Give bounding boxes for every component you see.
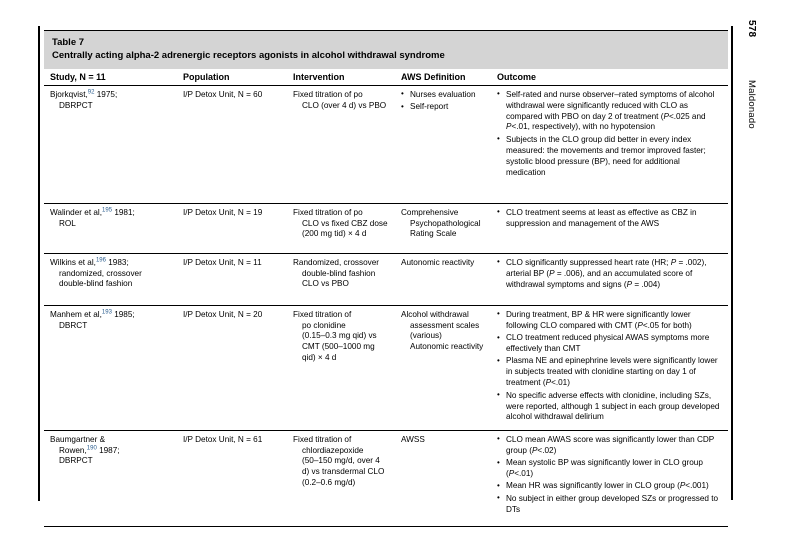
study-name-cont: Rowen, xyxy=(59,445,87,455)
study-design: DBRCT xyxy=(59,320,88,330)
cell-outcome xyxy=(491,203,728,253)
table-header-row xyxy=(44,69,728,86)
intervention-line: po clonidine xyxy=(302,320,346,330)
table-caption xyxy=(44,30,728,69)
cell-study xyxy=(44,203,177,253)
cell-study xyxy=(44,85,177,203)
intervention-line: Fixed titration of po xyxy=(293,89,363,99)
outcome-bullet: • CLO mean AWAS score was significantly lower than CDP group (P<.02) xyxy=(497,435,721,457)
aws-definition-bullet: • Nurses evaluation xyxy=(401,90,484,101)
outcome-bullet: • CLO treatment seems at least as effective as CBZ in suppression and management of the AWS xyxy=(497,208,721,230)
study-year: 1983; xyxy=(108,257,129,267)
cell-outcome xyxy=(491,430,728,526)
intervention-line: Randomized, crossover xyxy=(293,257,380,267)
page-running-head: Maldonado xyxy=(746,80,757,129)
intervention-line: Fixed titration of xyxy=(293,434,352,444)
cell-population: I/P Detox Unit, N = 60 xyxy=(177,85,287,203)
study-reference-marker: 193 xyxy=(101,309,112,316)
cell-intervention xyxy=(287,203,395,253)
intervention-line: double-blind fashion xyxy=(302,268,376,278)
cell-population: I/P Detox Unit, N = 11 xyxy=(177,253,287,305)
cell-aws-definition xyxy=(395,430,491,526)
column-header-intervention: Intervention xyxy=(287,69,395,86)
table-row xyxy=(44,430,728,526)
cell-population: I/P Detox Unit, N = 20 xyxy=(177,305,287,430)
table-label: Table 7 xyxy=(52,37,85,48)
outcome-bullet: • Mean HR was significantly lower in CLO group (P<.001) xyxy=(497,481,721,492)
intervention-line: CLO (over 4 d) vs PBO xyxy=(302,100,387,110)
intervention-line: (50–150 mg/d, over 4 xyxy=(302,456,380,466)
outcome-bullet: • No specific adverse effects with clonidine, including SZs, were reported, although 1 subject in each group developed alcohol withdrawal delirium xyxy=(497,391,721,424)
intervention-line: CLO vs fixed CBZ dose xyxy=(302,218,388,228)
outcome-bullet: • CLO significantly suppressed heart rate (HR; P = .002), arterial BP (P = .006), and an accumulated score of withdrawal symptoms and signs (P = .004) xyxy=(497,258,721,291)
aws-definition-line: Psychopathological xyxy=(410,218,481,228)
intervention-line: (0.2–0.6 mg/d) xyxy=(302,478,356,488)
column-header-population: Population xyxy=(177,69,287,86)
cell-population: I/P Detox Unit, N = 19 xyxy=(177,203,287,253)
study-reference-marker: 190 xyxy=(86,444,97,451)
aws-definition-line: Rating Scale xyxy=(410,229,457,239)
intervention-line: d) vs transdermal CLO xyxy=(302,467,385,477)
intervention-line: CLO vs PBO xyxy=(302,279,349,289)
cell-intervention xyxy=(287,85,395,203)
intervention-line: Fixed titration of po xyxy=(293,207,363,217)
column-header-study: Study, N = 11 xyxy=(44,69,177,86)
study-year: 1987; xyxy=(99,445,120,455)
intervention-line: chlordiazepoxide xyxy=(302,445,364,455)
intervention-line: CMT (500–1000 mg xyxy=(302,342,375,352)
outcome-bullet: • Subjects in the CLO group did better in every index measured: the movements and tremor improved faster; systolic blood pressure (BP), need for additional medication xyxy=(497,135,721,179)
cell-study xyxy=(44,305,177,430)
study-name: Walinder et al, xyxy=(50,207,103,217)
table-row xyxy=(44,253,728,305)
outcome-bullet: • During treatment, BP & HR were significantly lower following CLO compared with CMT (P<.05 for both) xyxy=(497,310,721,332)
outcome-bullet: • Mean systolic BP was significantly lower in CLO group (P<.01) xyxy=(497,458,721,480)
study-name: Baumgartner & xyxy=(50,434,106,444)
study-design: randomized, crossover double-blind fashion xyxy=(59,268,142,289)
cell-intervention xyxy=(287,305,395,430)
cell-study xyxy=(44,253,177,305)
outcome-bullet: • CLO treatment reduced physical AWAS symptoms more effectively than CMT xyxy=(497,333,721,355)
aws-definition-line: Autonomic reactivity xyxy=(410,342,484,352)
cell-aws-definition xyxy=(395,85,491,203)
table-7 xyxy=(44,69,728,527)
study-name: Bjorkqvist, xyxy=(50,89,88,99)
study-design: DBRPCT xyxy=(59,456,93,466)
cell-intervention xyxy=(287,253,395,305)
aws-definition-line: (various) xyxy=(410,331,442,341)
column-header-aws-definition: AWS Definition xyxy=(395,69,491,86)
study-name: Wilkins et al, xyxy=(50,257,96,267)
cell-outcome xyxy=(491,253,728,305)
study-year: 1975; xyxy=(96,89,118,99)
table-row xyxy=(44,305,728,430)
aws-definition-line: Alcohol withdrawal xyxy=(401,309,469,319)
intervention-line: Fixed titration of xyxy=(293,309,352,319)
cell-aws-definition xyxy=(395,203,491,253)
page-margin-marks xyxy=(746,20,781,220)
aws-definition-bullet: • Self-report xyxy=(401,102,484,113)
aws-definition-line: assessment scales xyxy=(410,320,480,330)
cell-intervention xyxy=(287,430,395,526)
cell-study xyxy=(44,430,177,526)
aws-definition-line: Comprehensive xyxy=(401,207,459,217)
cell-aws-definition xyxy=(395,305,491,430)
table-7-container xyxy=(44,30,728,527)
intervention-line: qid) × 4 d xyxy=(302,353,337,363)
outcome-bullet: • No subject in either group developed SZs or progressed to DTs xyxy=(497,494,721,516)
table-body xyxy=(44,85,728,526)
table-row xyxy=(44,203,728,253)
aws-definition-line: AWSS xyxy=(401,434,425,444)
column-header-outcome: Outcome xyxy=(491,69,728,86)
intervention-line: (0.15–0.3 mg qid) vs xyxy=(302,331,377,341)
study-design: DBRPCT xyxy=(59,100,93,110)
cell-aws-definition xyxy=(395,253,491,305)
cell-outcome xyxy=(491,305,728,430)
study-design: ROL xyxy=(59,218,76,228)
cell-population: I/P Detox Unit, N = 61 xyxy=(177,430,287,526)
study-reference-marker: 196 xyxy=(95,257,106,264)
outcome-bullet: • Plasma NE and epinephrine levels were significantly lower in subjects treated with clonidine starting on day 1 of treatment (P<.01) xyxy=(497,356,721,389)
intervention-line: (200 mg tid) × 4 d xyxy=(302,229,367,239)
page-folio-number: 578 xyxy=(746,20,757,38)
page-right-rule xyxy=(731,26,733,500)
study-name: Manhem et al, xyxy=(50,309,102,319)
study-reference-marker: 92 xyxy=(87,89,95,96)
study-reference-marker: 195 xyxy=(102,207,113,214)
aws-definition-line: Autonomic reactivity xyxy=(401,257,475,267)
page-left-rule xyxy=(38,26,40,501)
cell-outcome xyxy=(491,85,728,203)
table-title: Centrally acting alpha-2 adrenergic receptors agonists in alcohol withdrawal syndrome xyxy=(52,49,445,61)
outcome-bullet: • Self-rated and nurse observer–rated symptoms of alcohol withdrawal were significantly reduced with CLO as compared with PBO on day 2 of treatment (P<.025 and P<.01, respectively), with no hypotension xyxy=(497,90,721,134)
study-year: 1985; xyxy=(114,309,135,319)
study-year: 1981; xyxy=(114,207,135,217)
table-row xyxy=(44,85,728,203)
